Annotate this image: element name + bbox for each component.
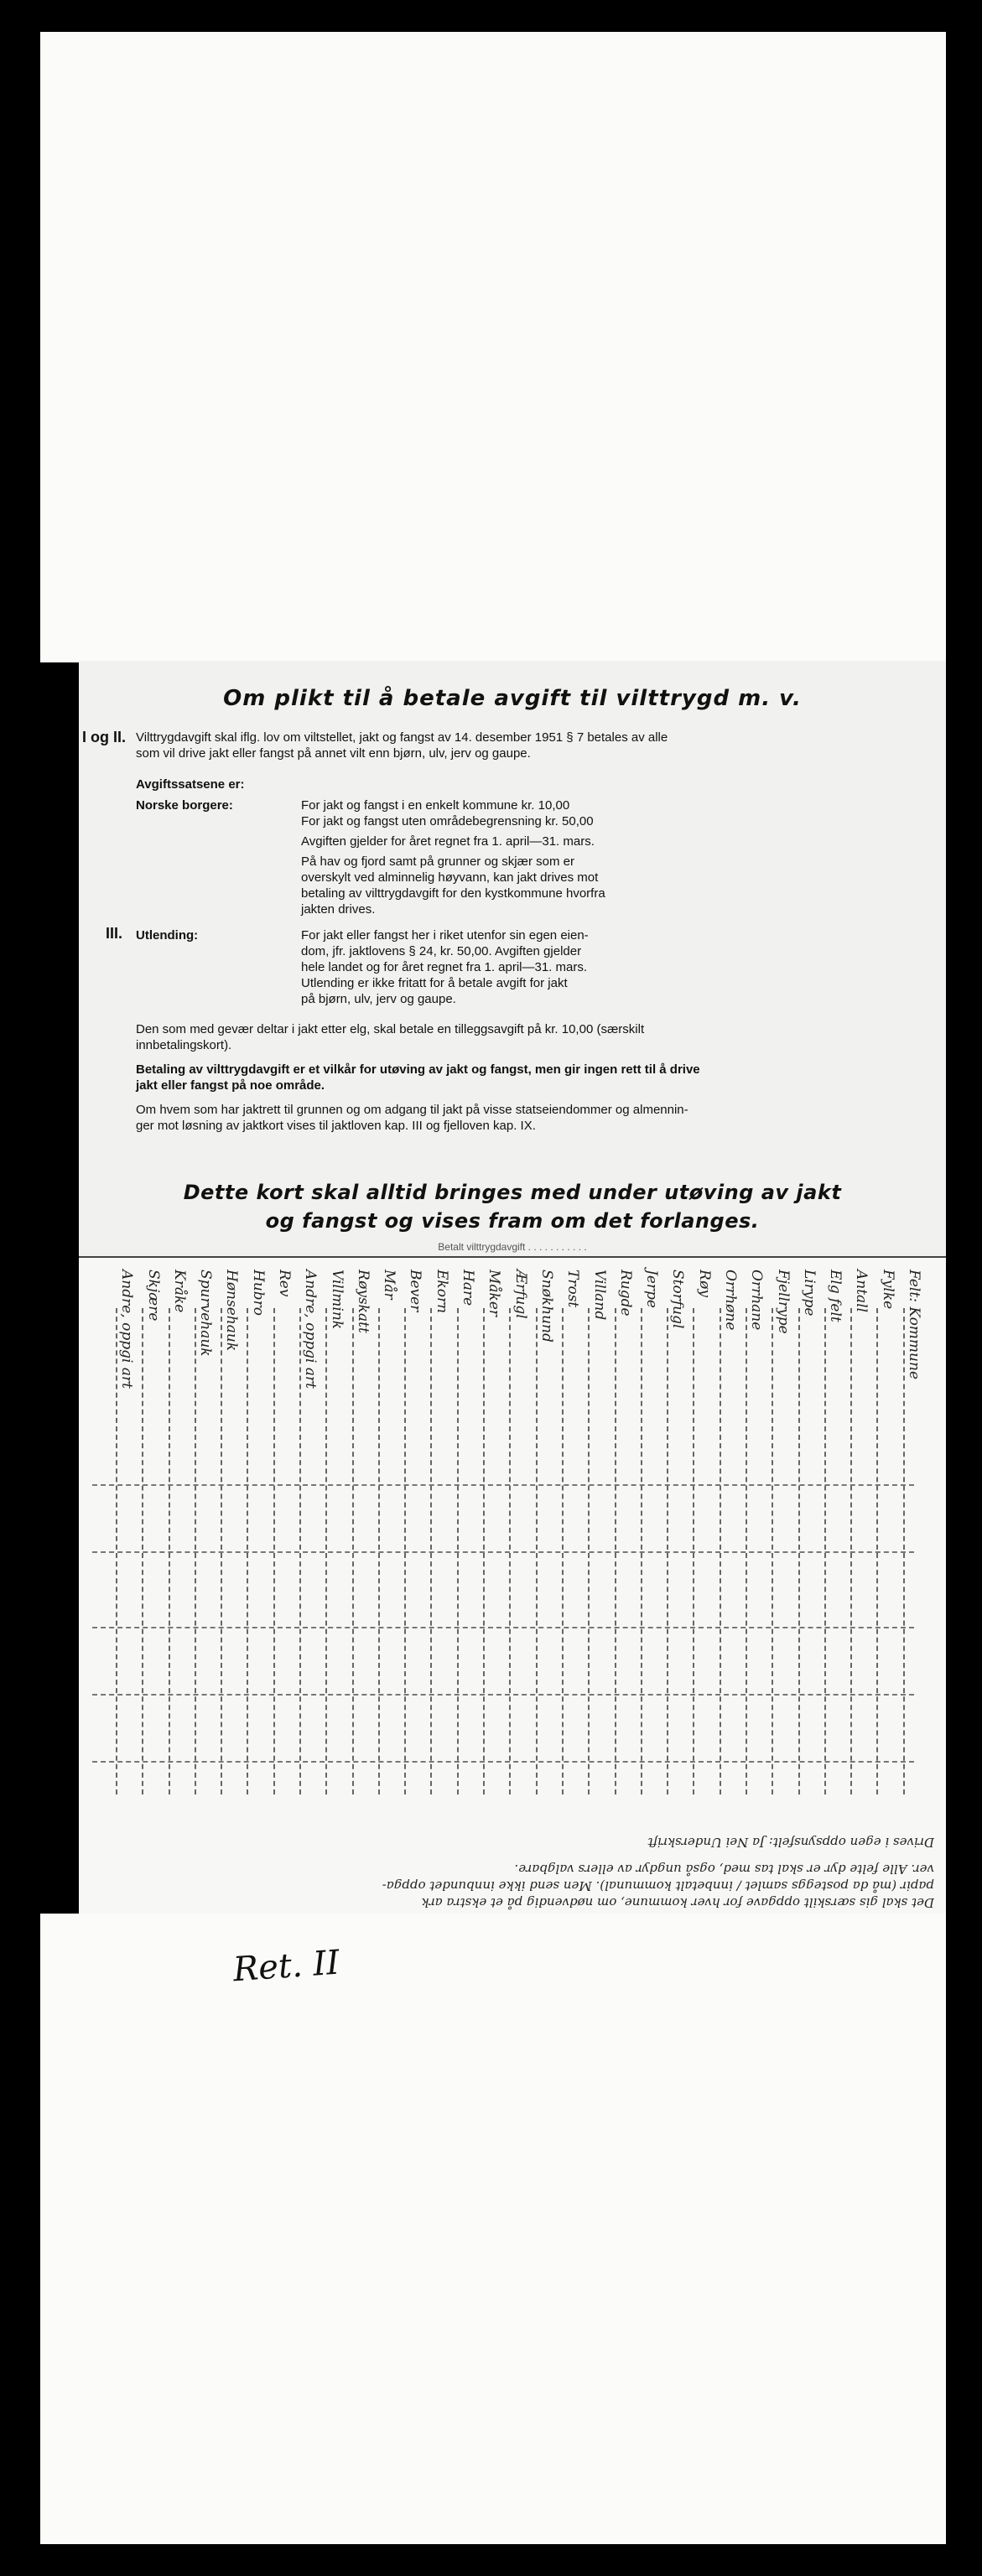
table-column-header: Bever (407, 1270, 424, 1312)
closing-statement: og fangst og vises fram om det forlanges. (265, 1209, 760, 1233)
table-column-header: Ærfugl (512, 1270, 529, 1319)
intro-line-1: Vilttrygdavgift skal iflg. lov om viltstellet, jakt og fangst av 14. desember 1951 § 7 betales av alle (136, 730, 668, 745)
elk-fee-line: innbetalingskort). (136, 1038, 232, 1052)
catch-report-table (79, 1256, 946, 1915)
blank-back-sheet (40, 1914, 946, 2544)
table-column-header: Orrhane (748, 1270, 766, 1331)
table-column-header: Skjære (144, 1270, 162, 1322)
table-column-header: Storfugl (669, 1270, 687, 1329)
table-row-divider (92, 1551, 914, 1553)
table-column-header: Jerpe (643, 1270, 661, 1308)
closing-statement: Dette kort skal alltid bringes med under utøving av jakt (183, 1181, 842, 1204)
payment-receipt-stub: Betalt vilttrygdavgift . . . . . . . . . . . (438, 1241, 587, 1253)
table-column-header: Hare (460, 1270, 477, 1306)
norwegian-rate-line: jakten drives. (301, 902, 376, 917)
handwritten-note-line: Drives i egen oppsynsfelt: Ja Nei Underskrift (647, 1835, 934, 1850)
table-row-divider (92, 1627, 914, 1628)
hunting-rights-line: ger mot løsning av jaktkort vises til jaktloven kap. III og fjelloven kap. IX. (136, 1119, 536, 1133)
norwegian-rate-line: overskylt ved alminnelig høyvann, kan jakt drives mot (301, 870, 599, 885)
blank-fold-sheet (40, 434, 946, 662)
norwegian-label: Norske borgere: (136, 798, 233, 813)
table-row-divider (92, 1484, 914, 1486)
hunting-rights-line: Om hvem som har jaktrett til grunnen og om adgang til jakt på visse statseiendommer og almennin- (136, 1103, 688, 1117)
card-title: Om plikt til å betale avgift til vilttrygd m. v. (223, 686, 802, 711)
handwritten-note-line: Det skal gis særskilt oppgave for hver kommune, om nødvendig på et ekstra ark (421, 1895, 934, 1910)
table-column-header: Måker (486, 1270, 503, 1317)
table-column-header: Andre, oppgi art (302, 1270, 320, 1389)
table-column-header: Rugde (616, 1270, 634, 1317)
norwegian-rate-line: For jakt og fangst uten områdebegrensning kr. 50,00 (301, 814, 594, 828)
table-column-header: Mår (381, 1270, 398, 1300)
foreign-rate-line: Utlending er ikke fritatt for å betale avgift for jakt (301, 976, 568, 990)
table-row-divider (92, 1761, 914, 1763)
foreign-label: Utlending: (136, 928, 199, 943)
rates-heading: Avgiftssatsene er: (136, 777, 245, 792)
table-column-header: Hønsehauk (223, 1270, 241, 1352)
norwegian-rate-line: betaling av vilttrygdavgift for den kystkommune hvorfra (301, 886, 605, 901)
section-i-ii: I og II. (82, 729, 126, 745)
payment-condition-line: Betaling av vilttrygdavgift er et vilkår for utøving av jakt og fangst, men gir ingen rett til å drive (136, 1062, 700, 1077)
table-column-header: Røy (695, 1270, 713, 1297)
table-column-header: Spurvehauk (197, 1270, 215, 1357)
table-column-header: Orrhøne (721, 1270, 739, 1331)
blank-cover-sheet (40, 32, 946, 436)
archive-reference-mark: Ret. II (231, 1943, 341, 1990)
table-column-header: Trost (564, 1270, 582, 1308)
foreign-rate-line: hele landet og for året regnet fra 1. april—31. mars. (301, 960, 588, 974)
table-column-header: Elg felt (827, 1270, 844, 1322)
table-column-header: Ekorn (433, 1270, 450, 1314)
foreign-rate-line: dom, jfr. jaktlovens § 24, kr. 50,00. Avgiften gjelder (301, 944, 582, 958)
table-column-header: Felt: Kommune (906, 1270, 922, 1380)
table-column-header: Rev (276, 1270, 294, 1297)
intro-line-2: som vil drive jakt eller fangst på annet vilt enn bjørn, ulv, jerv og gaupe. (136, 746, 531, 761)
table-column-header: Fjellrype (774, 1270, 792, 1334)
elk-fee-line: Den som med gevær deltar i jakt etter elg, skal betale en tilleggsavgift på kr. 10,00 (særskilt (136, 1022, 645, 1036)
table-column-header: Røyskatt (354, 1270, 371, 1333)
table-column-header: Hubro (249, 1270, 267, 1317)
table-column-header: Villand (590, 1270, 608, 1321)
table-column-header: Lirype (800, 1270, 818, 1317)
foreign-rate-line: For jakt eller fangst her i riket utenfor sin egen eien- (301, 928, 589, 943)
table-column-header: Snøkhund (538, 1270, 555, 1343)
hunting-card-front (79, 661, 946, 1256)
table-column-header: Villmink (328, 1270, 346, 1330)
norwegian-rate-line: På hav og fjord samt på grunner og skjær som er (301, 854, 574, 869)
table-row-divider (92, 1694, 914, 1696)
payment-condition-line: jakt eller fangst på noe område. (136, 1078, 325, 1093)
handwritten-note-line: papir (må da posteggs samlet / innbetalt kommunal). Men send ikke innbundet oppga- (382, 1878, 934, 1893)
section-iii: III. (106, 925, 123, 942)
table-column-header: Andre, oppgi art (118, 1270, 136, 1389)
norwegian-rate-line: Avgiften gjelder for året regnet fra 1. april—31. mars. (301, 834, 595, 849)
table-column-header: Fylke (879, 1270, 896, 1310)
handwritten-note-line: ver. Alle felte dyr er skal tas med, også ungdyr av ellers valgbare. (514, 1862, 934, 1877)
foreign-rate-line: på bjørn, ulv, jerv og gaupe. (301, 992, 456, 1006)
table-column-header: Kråke (170, 1270, 188, 1313)
norwegian-rate-line: For jakt og fangst i en enkelt kommune kr. 10,00 (301, 798, 570, 813)
table-column-header: Antall (853, 1270, 870, 1313)
